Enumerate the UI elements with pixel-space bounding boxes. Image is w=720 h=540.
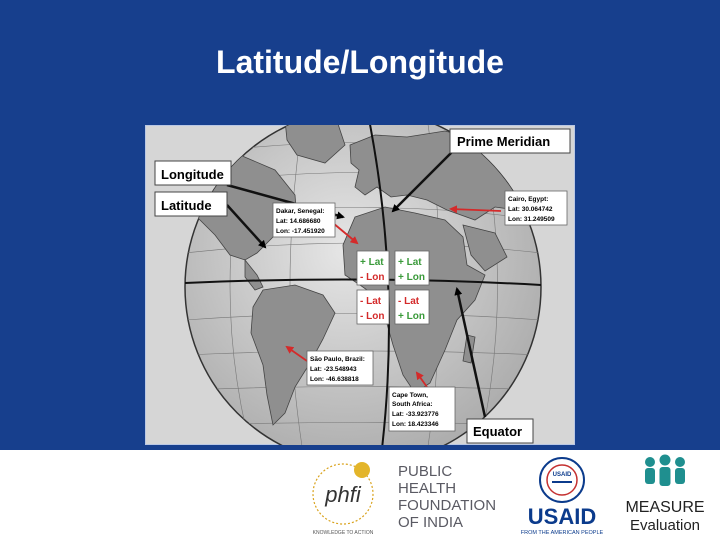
phfi-wordmark: phfi — [325, 482, 361, 507]
globe-svg — [145, 125, 575, 445]
quadrant-lon: + Lon — [398, 272, 425, 283]
usaid-logo — [521, 458, 604, 536]
location-lat: Lat: -23.548943 — [310, 366, 357, 373]
location-lat: Lat: 30.064742 — [508, 206, 553, 213]
quadrant-lon: + Lon — [398, 311, 425, 322]
phfi-line-1: PUBLIC — [398, 463, 453, 480]
location-name: Cape Town, — [392, 392, 428, 399]
equator-text: Equator — [473, 424, 523, 439]
phfi-name — [398, 463, 496, 531]
location-lon: Lon: 31.249509 — [508, 216, 555, 223]
location-lon: Lon: -46.638818 — [310, 376, 359, 383]
quadrant-lat: - Lat — [360, 296, 382, 307]
quadrant-lat: + Lat — [360, 257, 384, 268]
location-lon: Lon: 18.423346 — [392, 421, 439, 428]
location-lat: Lat: -33.923776 — [392, 411, 439, 418]
usaid-tagline: FROM THE AMERICAN PEOPLE — [520, 530, 604, 536]
latitude-text: Latitude — [161, 198, 212, 213]
longitude-text: Longitude — [161, 167, 224, 182]
usaid-seal-text: USAID — [552, 472, 572, 478]
measure-wordmark: MEASURE — [625, 499, 705, 516]
logo-strip — [0, 450, 720, 540]
quadrant-lon: - Lon — [360, 311, 385, 322]
phfi-line-4: OF INDIA — [398, 514, 464, 531]
slide-title: Latitude/Longitude — [216, 44, 504, 80]
quadrant-lat: - Lat — [398, 296, 420, 307]
location-lon: Lon: -17.451920 — [276, 228, 325, 235]
location-dakar — [273, 203, 335, 237]
latitude-label — [155, 192, 227, 216]
prime-meridian-label — [450, 129, 570, 153]
people-icon — [645, 455, 685, 487]
prime-meridian-text: Prime Meridian — [457, 134, 551, 149]
measure-logo — [625, 455, 704, 535]
sun-icon — [354, 462, 370, 478]
quadrant-ne — [395, 251, 429, 285]
phfi-line-3: FOUNDATION — [398, 497, 497, 514]
location-cairo — [505, 191, 567, 225]
equator-label — [467, 419, 533, 443]
quadrant-lat: + Lat — [398, 257, 422, 268]
location-name: Cairo, Egypt: — [508, 196, 549, 203]
phfi-logo — [313, 462, 374, 536]
usaid-wordmark: USAID — [527, 504, 597, 529]
location-name: Dakar, Senegal: — [276, 208, 325, 215]
quadrant-se — [395, 290, 429, 324]
phfi-line-2: HEALTH — [398, 480, 457, 497]
longitude-label — [155, 161, 231, 185]
location-cape-town — [389, 387, 455, 431]
quadrant-nw — [357, 251, 389, 285]
quadrant-lon: - Lon — [360, 272, 385, 283]
logo-footer — [0, 450, 720, 540]
location-sao-paulo — [307, 351, 373, 385]
globe-diagram — [145, 125, 575, 445]
phfi-ring-text: KNOWLEDGE TO ACTION — [312, 530, 374, 536]
location-name-line2: South Africa: — [392, 401, 433, 408]
location-name: São Paulo, Brazil: — [310, 356, 365, 363]
location-lat: Lat: 14.686680 — [276, 218, 321, 225]
measure-subtitle: Evaluation — [629, 517, 701, 534]
quadrant-sw — [357, 290, 389, 324]
